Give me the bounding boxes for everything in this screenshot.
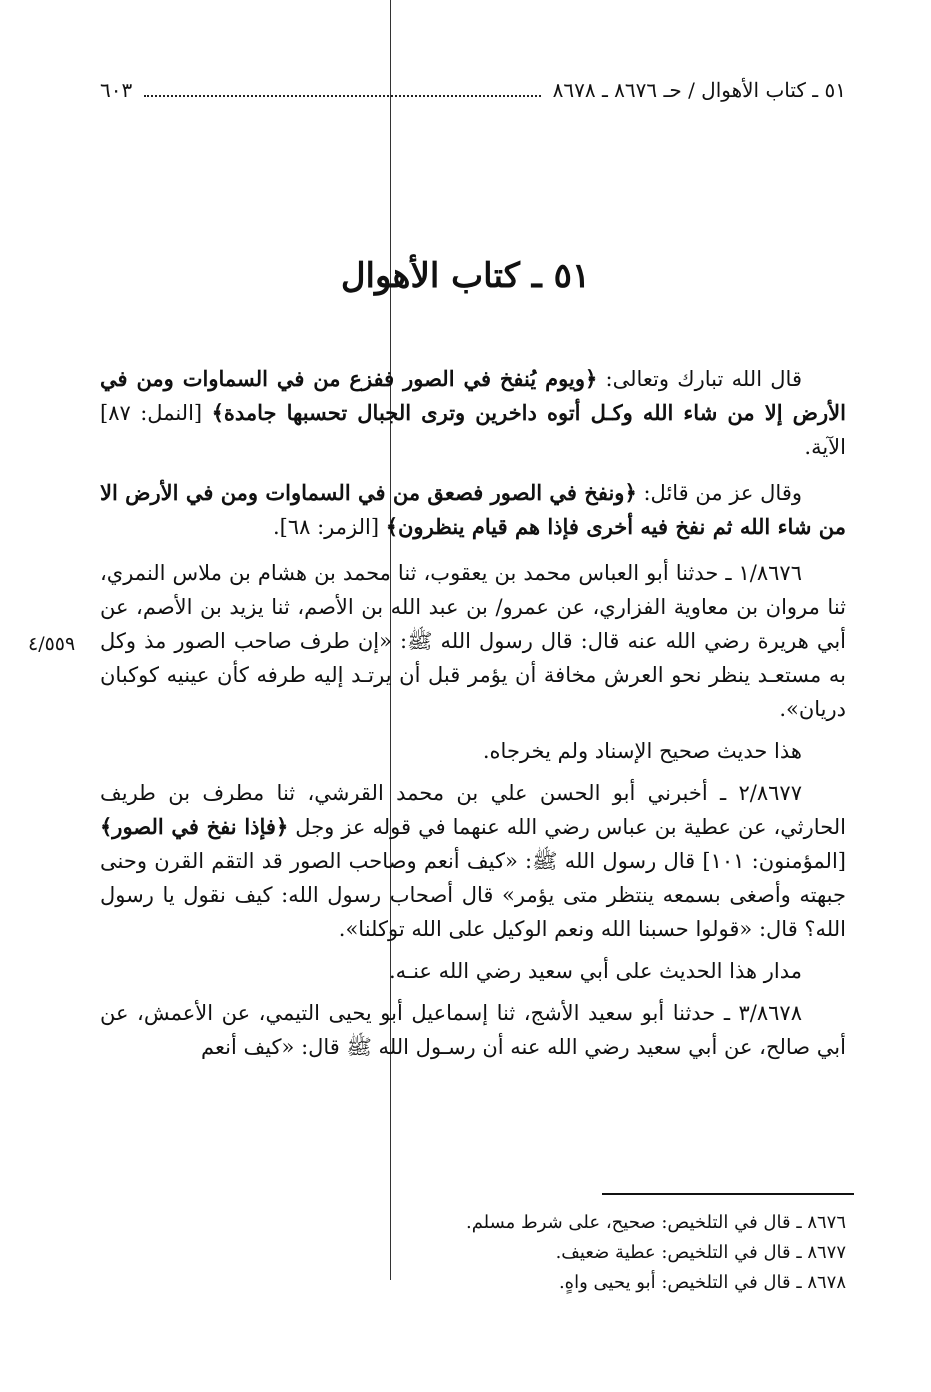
grading-note: هذا حديث صحيح الإسناد ولم يخرجاه. <box>482 739 802 763</box>
running-header <box>100 72 846 108</box>
margin-reference: ٤/٥٥٩ <box>28 633 76 655</box>
running-header-title: ٥١ ـ كتاب الأهوال / حـ ٨٦٧٦ ـ ٨٦٧٨ <box>552 78 846 102</box>
footnote-separator <box>602 1193 854 1195</box>
paragraph: قال الله تبارك وتعالى: ﴿ويوم يُنفخ في الصور ففزع من في السماوات ومن في الأرض إلا من شاء الله وكـل أتوه داخرين وترى الجبال تحسبها جامدة﴾ [النمل: ٨٧] الآية. <box>100 366 846 459</box>
book-title: ٥١ ـ كتاب الأهوال <box>340 256 591 296</box>
main-text <box>100 362 846 1072</box>
footnotes <box>300 1208 846 1298</box>
grading-note: مدار هذا الحديث على أبي سعيد رضي الله عنـه. <box>389 959 802 983</box>
hadith-paragraph: ٣/٨٦٧٨ ـ حدثنا أبو سعيد الأشج، ثنا إسماعيل أبو يحيى التيمي، عن الأعمش، عن أبي صالح، عن أبي سعيد رضي الله عنه أن رسـول الله ﷺ قال: «كيف أنعم <box>100 1001 846 1059</box>
hadith-paragraph: ١/٨٦٧٦ ـ حدثنا أبو العباس محمد بن يعقوب، ثنا محمد بن هشام بن ملاس النمري، ثنا مروان بن معاوية الفزاري، عن عمرو/ بن عبد الله بن الأصم، ثنا يزيد بن الأصم، عن أبي هريرة رضي الله عنه قال: قال رسول الله ﷺ: «إن طرف صاحب الصور مذ وكل به مستعـد ينظر نحو العرش مخافة أن يؤمر قبل أن يرتـد إليه طرفه كأن عينيه كوكبان دريان». <box>100 561 846 721</box>
footnote-item: ٨٦٧٦ ـ قال في التلخيص: صحيح، على شرط مسلم. <box>465 1212 846 1233</box>
footnote-item: ٨٦٧٨ ـ قال في التلخيص: أبو يحيى واهٍ. <box>558 1272 846 1293</box>
header-dot-leader <box>144 95 540 97</box>
hadith-paragraph: ٢/٨٦٧٧ ـ أخبرني أبو الحسن علي بن محمد القرشي، ثنا مطرف بن طريف الحارثي، عن عطية بن عباس رضي الله عنهما في قوله عز وجل ﴿فإذا نفخ في الصور﴾ [المؤمنون: ١٠١] قال رسول الله ﷺ: «كيف أنعم وصاحب الصور قد التقم القرن وحنى جبهته وأصغى بسمعه ينتظر متى يؤمر» قال أصحاب رسول الله: كيف نقول يا رسول الله؟ قال: «قولوا حسبنا الله ونعم الوكيل على الله توكلنا». <box>100 781 846 941</box>
footnote-item: ٨٦٧٧ ـ قال في التلخيص: عطية ضعيف. <box>555 1242 846 1263</box>
page-number: ٦٠٣ <box>100 78 133 102</box>
paragraph: وقال عز من قائل: ﴿ونفخ في الصور فصعق من في السماوات ومن في الأرض الا من شاء الله ثم نفخ فيه أخرى فإذا هم قيام ينظرون﴾ [الزمر: ٦٨]. <box>100 480 846 539</box>
